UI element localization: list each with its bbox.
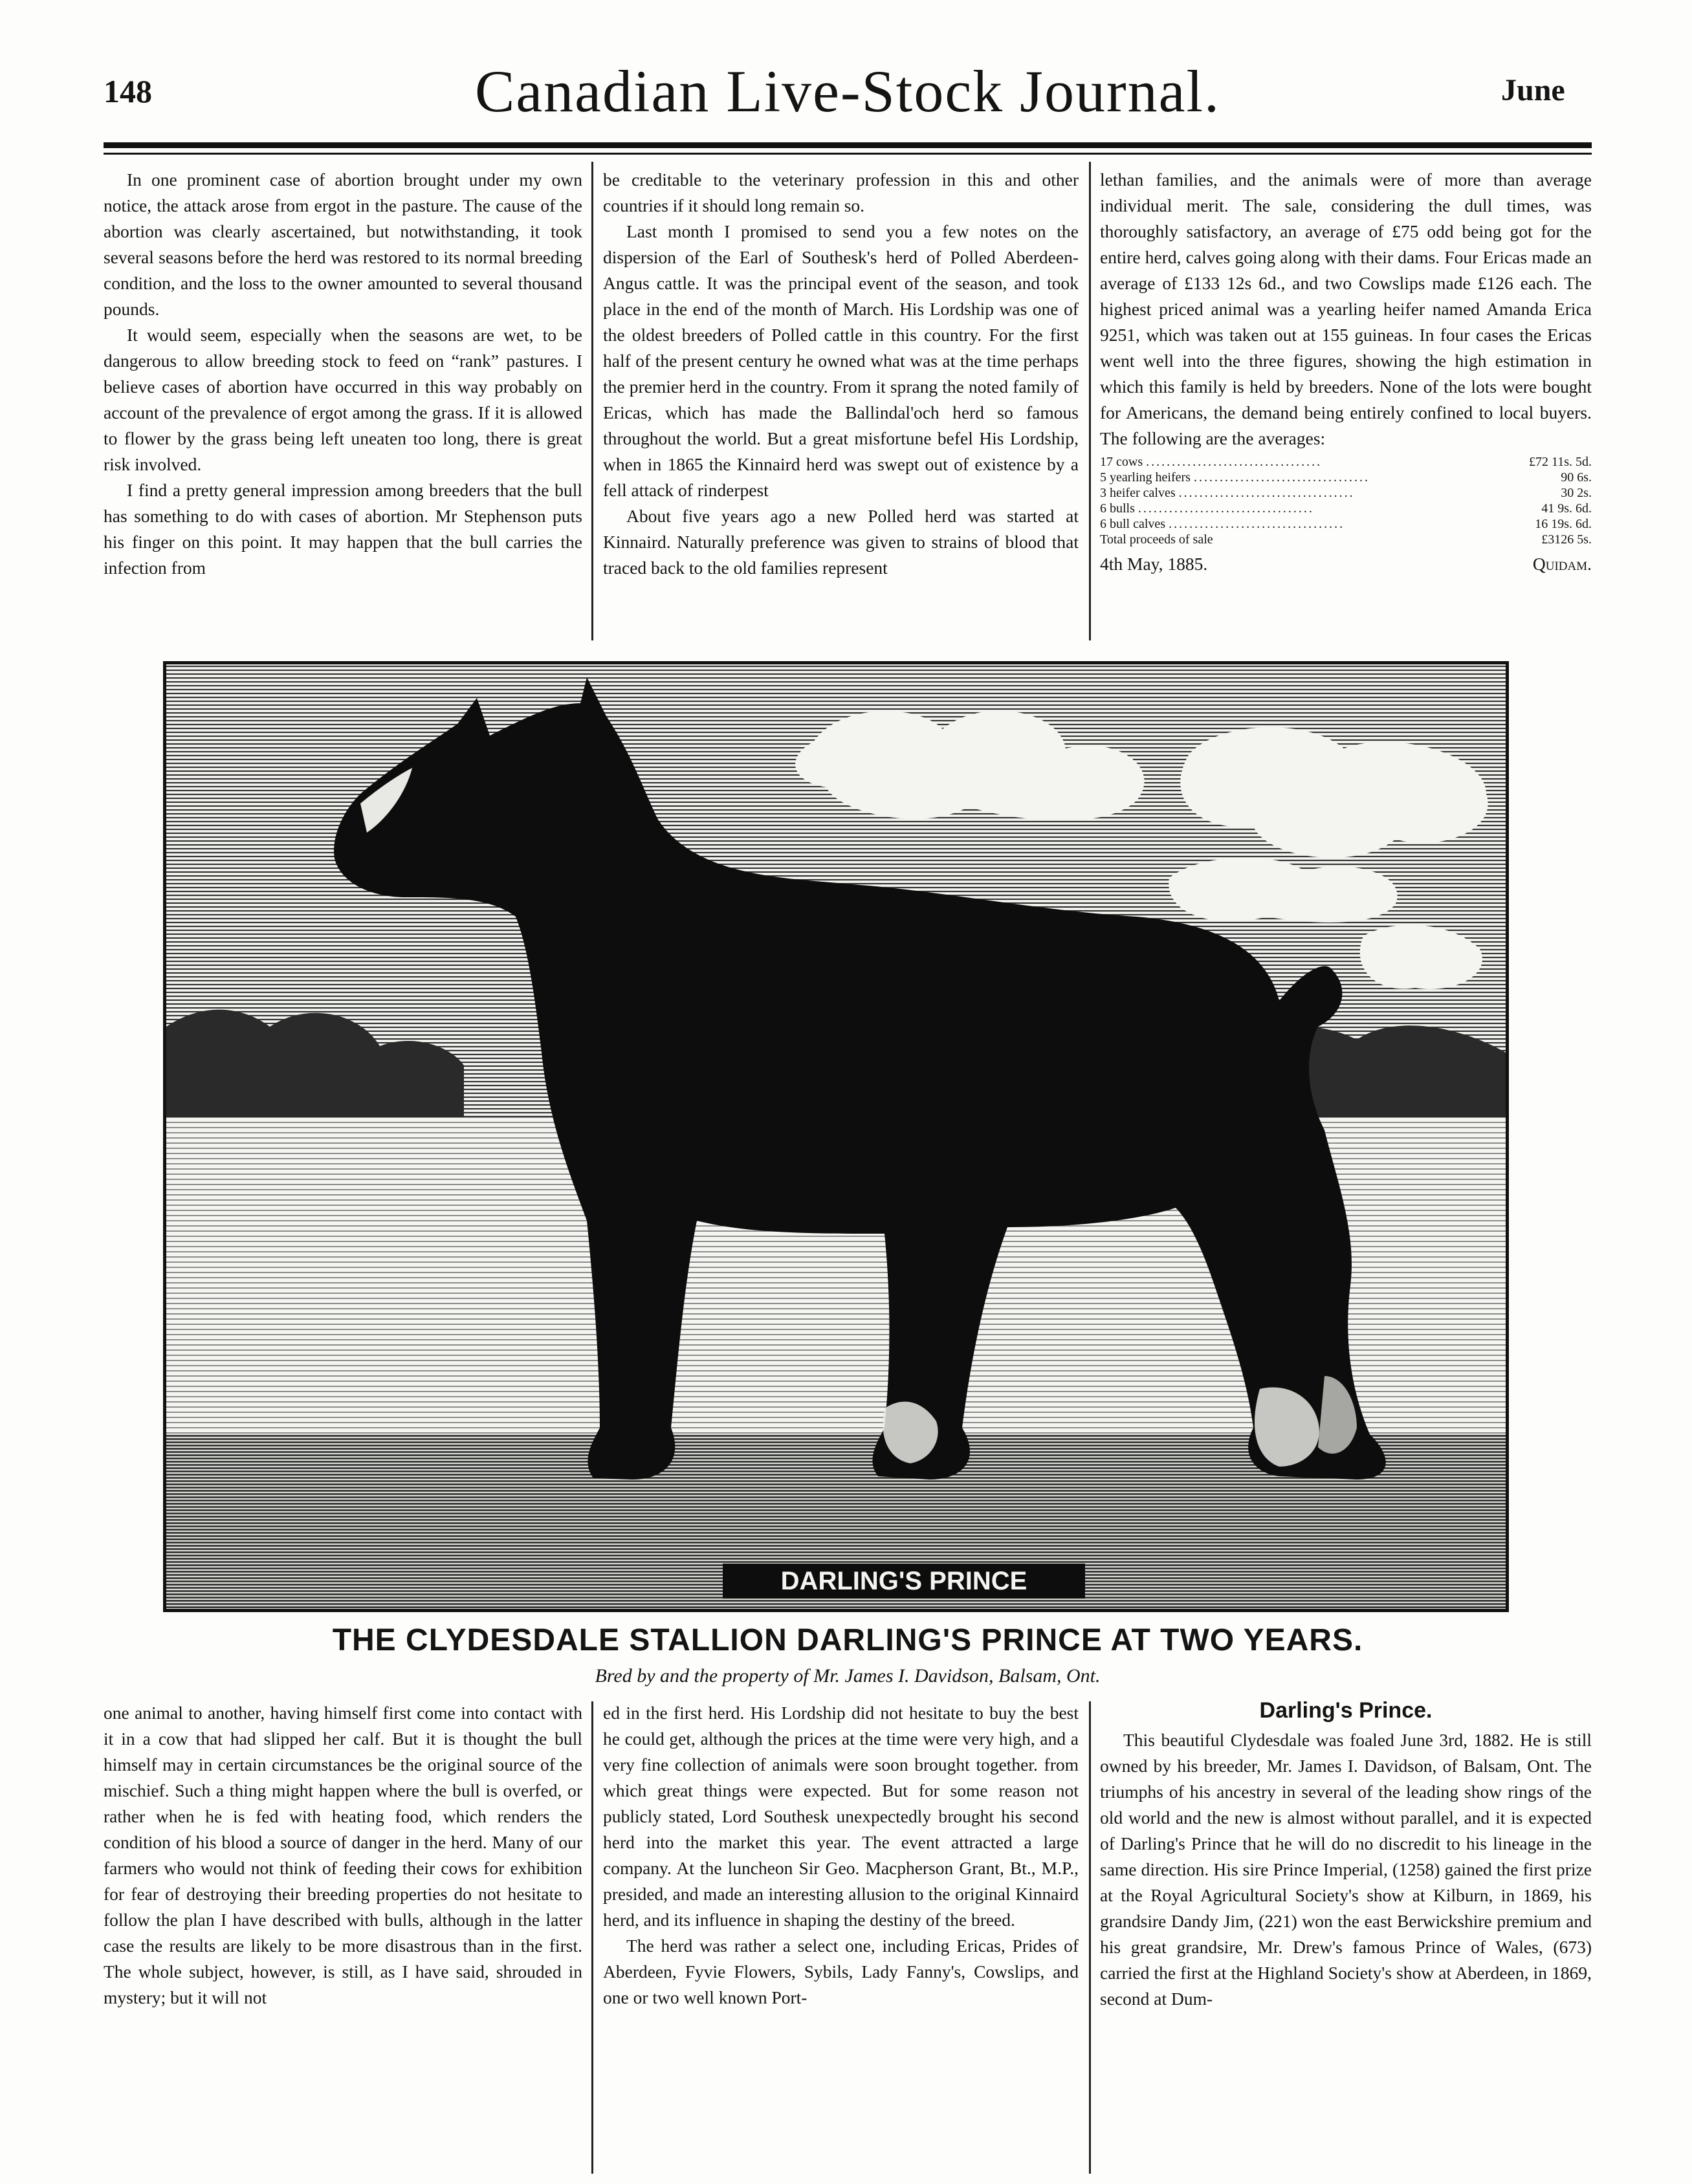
column-divider — [591, 162, 593, 640]
paragraph: ed in the first herd. His Lordship did not hesitate to buy the best he could get, although the prices at the time were very high, and a very fine collection of animals were soon brought together. from which great things were expected. But for some reason not publicly stated, Lord Southesk unexpectedly brought his second herd into the market this year. The event attracted a large company. At the luncheon Sir Geo. Macpherson Grant, Bt., M.P., presided, and made an interesting allusion to the original Kinnaird herd, and its influence in shaping the destiny of the breed. — [603, 1703, 1079, 1930]
section-heading: Darling's Prince. — [1259, 1698, 1433, 1723]
paragraph: This beautiful Clydesdale was foaled June 3rd, 1882. He is still owned by his breeder, Mr. James I. Davidson, of Balsam, Ont. The triumphs of his ancestry in several of the leading show rings of the old world and the new is almost without parallel, and it is expected of Darling's Prince that he will do no discredit to his lineage in the same direction. His sire Prince Imperial, (1258) gained the first prize at the Royal Agricultural Society's show at Kilburn, in 1869, his grandsire Dandy Jim, (221) won the east Berwickshire premium and his great grandsire, Mr. Drew's famous Prince of Wales, (673) carried the first at the Highland Society's show at Aberdeen, in 1869, second at Dum- — [1100, 1730, 1592, 2009]
paragraph: be creditable to the veterinary profession in this and other countries if it should long remain so. — [603, 169, 1079, 215]
paragraph: Last month I promised to send you a few notes on the dispersion of the Earl of Southesk's herd of Polled Aberdeen-Angus cattle. It was the principal event of the season, and took place in the end of the month of March. His Lordship was one of the oldest breeders of Polled cattle in this country. For the first half of the present century he owned what was at the time perhaps the premier herd in the country. From it sprang the noted family of Ericas, which has made the Ballindal'och herd so famous throughout the world. But a great misfortune befel His Lordship, when in 1865 the Kinnaird herd was swept out of existence by a fell attack of rinderpest — [603, 221, 1079, 500]
averages-value: 41 9s. 6d. — [1541, 501, 1592, 516]
page-number: 148 — [104, 73, 152, 109]
averages-value: 16 19s. 6d. — [1535, 517, 1592, 531]
table-row: 3 heifer calves .................................. 30 2s. — [1100, 486, 1592, 500]
illustration-credit: Bred by and the property of Mr. James I. Davidson, Balsam, Ont. — [595, 1665, 1101, 1687]
averages-label: 17 cows — [1100, 455, 1143, 469]
averages-label: Total proceeds of sale — [1100, 532, 1213, 547]
averages-value: £3126 5s. — [1541, 532, 1592, 547]
paragraph: About five years ago a new Polled herd was started at Kinnaird. Naturally preference was given to strains of blood that traced back to the old families represent — [603, 506, 1079, 578]
dateline: 4th May, 1885. — [1100, 554, 1208, 574]
top-column-2 — [603, 167, 1079, 581]
illustration-caption: THE CLYDESDALE STALLION DARLING'S PRINCE AT TWO YEARS. — [332, 1623, 1363, 1657]
issue-month: June — [1501, 73, 1565, 107]
journal-title: Canadian Live-Stock Journal. — [474, 58, 1221, 124]
paragraph: one animal to another, having himself first come into contact with it in a cow that had slipped her calf. But it is thought the bull himself may in certain circumstances be the original source of the mischief. Such a thing might happen where the bull is overfed, or rather when he is fed with heating food, which renders the condition of his blood a source of danger in the herd. Many of our farmers who would not think of feeding their cows for exhibition for fear of destroying their breeding properties do not hesitate to follow the plan I have described with bulls, although in the latter case the results are likely to be more disastrous than in the first. The whole subject, however, is still, as I have said, shrouded in mystery; but it will not — [104, 1703, 582, 2007]
table-row: 6 bulls .................................. 41 9s. 6d. — [1100, 501, 1592, 516]
averages-value: 90 6s. — [1561, 470, 1592, 485]
averages-label: 3 heifer calves — [1100, 486, 1176, 500]
averages-table — [1100, 454, 1592, 547]
bottom-column-2 — [603, 1700, 1079, 2011]
column-divider — [1089, 162, 1091, 640]
averages-label: 6 bulls — [1100, 501, 1135, 516]
table-row: 17 cows .................................. £72 11s. 5d. — [1100, 455, 1592, 469]
masthead-rule — [104, 142, 1592, 148]
signature: Quidam. — [1532, 554, 1592, 574]
column-divider — [591, 1701, 593, 2174]
top-column-3 — [1100, 167, 1592, 577]
column-divider — [1089, 1701, 1091, 2174]
paragraph: In one prominent case of abortion brought under my own notice, the attack arose from ergot in the pasture. The cause of the abortion was clearly ascertained, but notwithstanding, it took several seasons before the herd was restored to its normal breeding condition, and the loss to the owner amounted to several thousand pounds. — [104, 169, 582, 319]
top-column-1 — [104, 167, 582, 581]
paragraph: lethan families, and the animals were of more than average individual merit. The sale, considering the dull times, was thoroughly satisfactory, an average of £75 odd being got for the entire herd, calves going along with their dams. Four Ericas made an average of £133 12s 6d., and two Cowslips made £126 each. The highest priced animal was a yearling heifer named Amanda Erica 9251, which was taken out at 155 guineas. In four cases the Ericas went well into the three figures, showing the high estimation in which this family is held by breeders. None of the lots were bought for Americans, the demand being entirely confined to local buyers. The following are the averages: — [1100, 169, 1592, 448]
paragraph: I find a pretty general impression among breeders that the bull has something to do with cases of abortion. Mr Stephenson puts his finger on this point. It may happen that the bull carries the infection from — [104, 480, 582, 578]
paragraph: The herd was rather a select one, including Ericas, Prides of Aberdeen, Fyvie Flowers, Sybils, Lady Fanny's, Cowslips, and one or two well known Port- — [603, 1936, 1079, 2007]
table-row — [1100, 532, 1592, 547]
masthead-rule-thin — [104, 153, 1592, 155]
engraving-image — [166, 664, 1506, 1609]
letter-signoff — [1100, 551, 1592, 577]
table-row: 6 bull calves .................................. 16 19s. 6d. — [1100, 517, 1592, 531]
horse-engraving — [163, 661, 1509, 1612]
averages-label: 6 bull calves — [1100, 517, 1166, 531]
averages-label: 5 yearling heifers — [1100, 470, 1191, 485]
bottom-column-3 — [1100, 1700, 1592, 2012]
bottom-column-1 — [104, 1700, 582, 2011]
averages-value: £72 11s. 5d. — [1528, 455, 1592, 469]
plate-label: DARLING'S PRINCE — [780, 1567, 1027, 1595]
averages-value: 30 2s. — [1561, 486, 1592, 500]
paragraph: It would seem, especially when the seasons are wet, to be dangerous to allow breeding stock to feed on “rank” pastures. I believe cases of abortion have occurred in this way probably on account of the prevalence of ergot among the grass. If it is allowed to flower by the grass being left uneaten too long, there is great risk involved. — [104, 325, 582, 474]
table-row: 5 yearling heifers .................................. 90 6s. — [1100, 470, 1592, 485]
